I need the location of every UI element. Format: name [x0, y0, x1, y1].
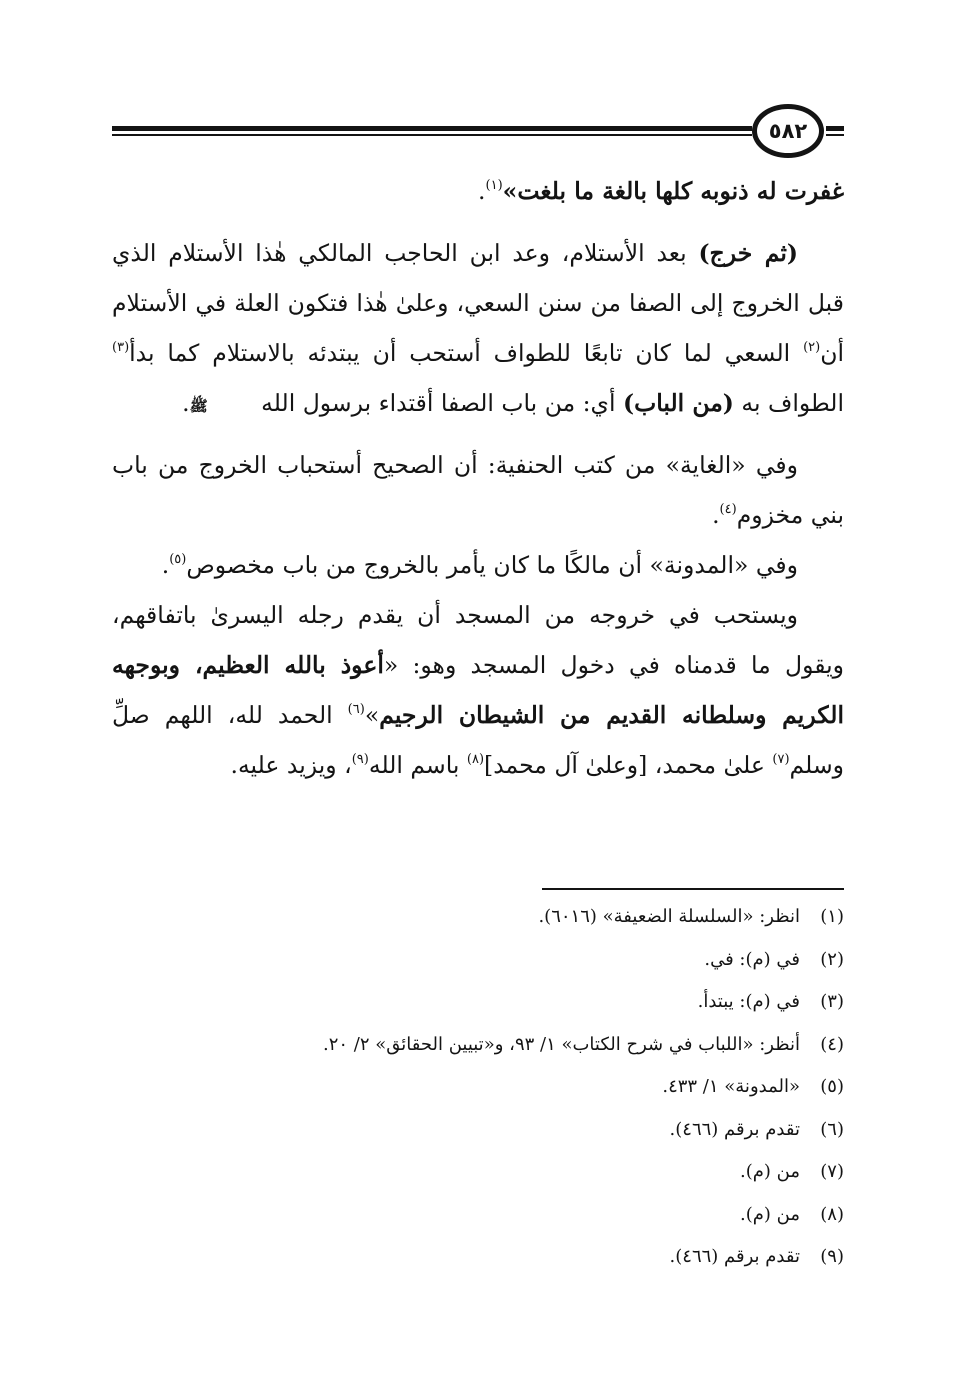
footnote-ref-9: (٩) [351, 752, 369, 767]
p2-bold-2: (من الباب) [622, 389, 734, 417]
p5-quote-close: » [364, 701, 380, 729]
footnote-9 [112, 1236, 844, 1279]
p5-bold-dua: أعوذ بالله العظيم، وبوجهه الكريم وسلطانه القديم من الشيطان الرجيم [112, 651, 844, 729]
footnote-number: (٧) [820, 1161, 844, 1182]
footnote-separator [542, 888, 844, 890]
p2-text-3: الطواف به [733, 389, 844, 417]
p2-bold-1: (ثم خرج) [698, 239, 799, 267]
footnote-text: أنظر: «اللباب في شرح الكتاب» ١/ ٩٣، و«تبيين الحقائق» ٢/ ٢٠. [322, 1033, 800, 1055]
footnote-ref-3: (٣) [112, 340, 130, 355]
p2-text-2: السعي لما كان تابعًا للطواف أستحب أن يبتدئه بالاستلام كما بدأ [129, 339, 804, 367]
p2-tail: . [182, 389, 190, 417]
main-text [112, 166, 844, 790]
footnote-ref-1: (١) [485, 178, 503, 193]
header-rule-thin [112, 134, 752, 136]
footnote-number: (٣) [820, 991, 844, 1012]
p5-text-1: ويستحب في خروجه من المسجد أن يقدم رجله اليسرىٰ باتفاقهم، ويقول ما قدمناه في دخول المسجد وهو: « [112, 601, 844, 679]
header-rule-stub [826, 126, 844, 131]
honorific-glyph: ﷺ [189, 397, 208, 415]
footnote-ref-8: (٨) [466, 752, 485, 767]
footnote-3 [112, 981, 844, 1024]
footnote-1 [112, 896, 844, 939]
footnote-text: تقدم برقم (٤٦٦). [669, 1118, 800, 1140]
footnote-ref-2: (٢) [803, 340, 821, 355]
footnote-number: (٥) [820, 1076, 844, 1097]
footnote-text: في (م): يبتدأ. [697, 991, 800, 1012]
p5-text-2: الحمد لله، اللهم صلِّ وسلم [112, 701, 844, 779]
paragraph-1 [112, 166, 844, 216]
footnote-number: (٨) [820, 1203, 844, 1225]
footnote-text: «المدونة» ١/ ٤٣٣. [662, 1076, 800, 1097]
p2-text-1: بعد الأستلام، وعد ابن الحاجب المالكي هٰذا الأستلام الذي قبل الخروج إلى الصفا من سنن السعي، وعلىٰ هٰذا فتكون العلة في الأستلام أن [112, 239, 844, 367]
footnote-7 [112, 1151, 844, 1194]
footnote-number: (٢) [820, 948, 844, 970]
p5-text-4: باسم الله [368, 751, 467, 779]
page-number: ٥٨٢ [768, 119, 808, 143]
paragraph-4 [112, 540, 844, 590]
footnote-number: (٦) [820, 1118, 844, 1140]
p5-text-5: ، ويزيد عليه. [230, 751, 352, 779]
header-rule-stub-thin [826, 134, 844, 136]
footnote-8 [112, 1194, 844, 1237]
footnote-ref-4: (٤) [719, 502, 737, 517]
footnote-number: (٩) [820, 1246, 844, 1267]
p4-tail: . [161, 551, 170, 579]
footnote-5 [112, 1066, 844, 1109]
paragraph-3 [112, 440, 844, 540]
p3-tail: . [712, 501, 720, 529]
footnote-text: تقدم برقم (٤٦٦). [669, 1246, 800, 1267]
p2-text-4: أي: من باب الصفا أقتداء برسول الله [253, 389, 623, 417]
footnote-text: في (م): في. [704, 948, 800, 970]
p1-text: غفرت له ذنوبه كلها بالغة ما بلغت» [502, 177, 844, 205]
footnote-ref-6: (٦) [347, 702, 365, 717]
footnote-6 [112, 1109, 844, 1152]
header-rule-thick [112, 126, 752, 131]
footnote-text: من (م). [740, 1203, 800, 1225]
paragraph-5 [112, 590, 844, 790]
p5-text-3: علىٰ محمد، [وعلىٰ آل محمد] [484, 751, 773, 779]
footnote-number: (٤) [820, 1033, 844, 1055]
page-number-badge [752, 104, 824, 158]
footnote-ref-5: (٥) [169, 552, 187, 567]
footnote-number: (١) [820, 906, 844, 927]
p4-text: وفي «المدونة» أن مالكًا ما كان يأمر بالخروج من باب مخصوص [186, 551, 798, 579]
footnote-2 [112, 939, 844, 982]
p1-tail: . [478, 177, 486, 205]
paragraph-2 [112, 228, 844, 428]
footnotes [112, 896, 844, 1279]
footnote-4 [112, 1024, 844, 1067]
p3-text: وفي «الغاية» من كتب الحنفية: أن الصحيح أستحباب الخروج من باب بني مخزوم [112, 451, 844, 529]
page-header [112, 100, 844, 164]
footnote-ref-7: (٧) [772, 752, 790, 767]
footnote-text: انظر: «السلسلة الضعيفة» (٦٠١٦). [538, 906, 800, 927]
footnote-text: من (م). [740, 1161, 800, 1182]
